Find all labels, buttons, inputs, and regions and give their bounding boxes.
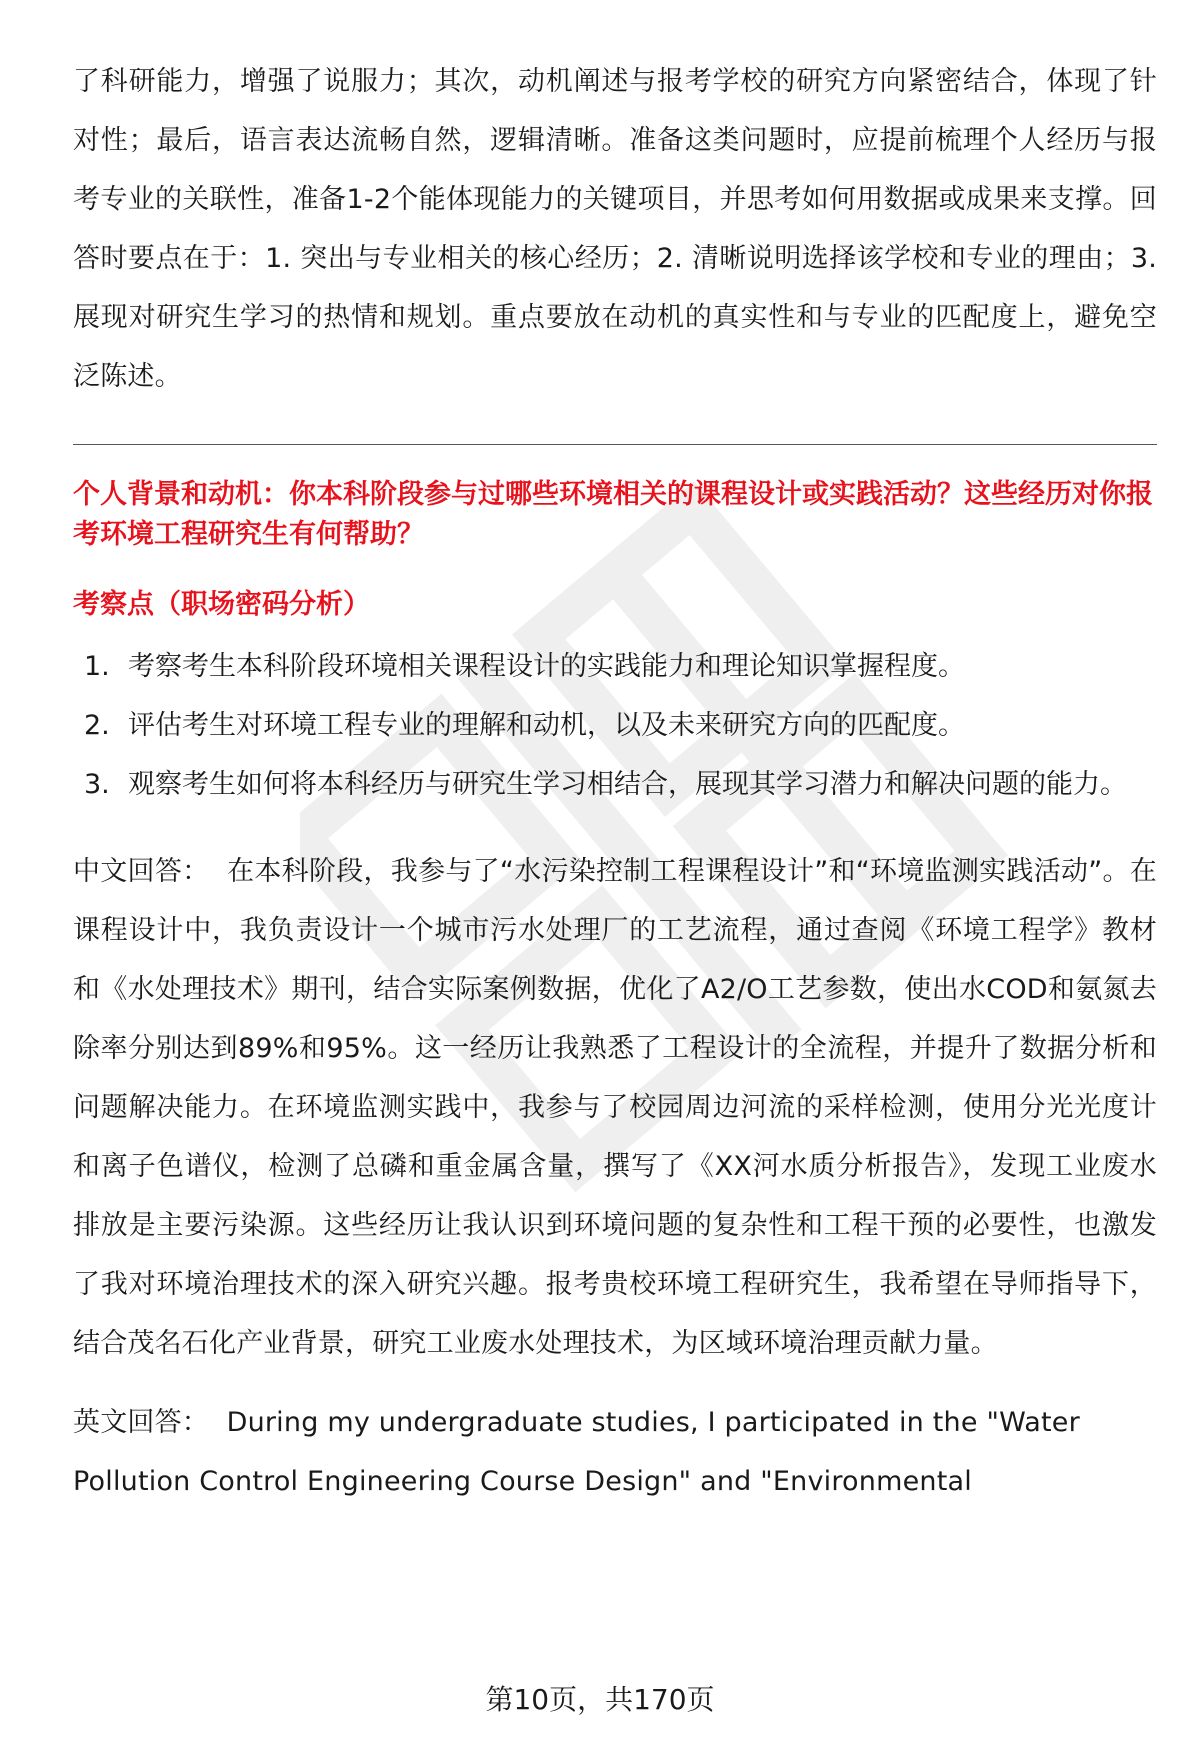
points-heading: 考察点（职场密码分析）: [73, 589, 370, 620]
chinese-answer-label: 中文回答：: [73, 856, 210, 887]
list-item: [73, 696, 1157, 755]
list-item-text: 观察考生如何将本科经历与研究生学习相结合，展现其学习潜力和解决问题的能力。: [128, 769, 1127, 800]
list-item-number: 1.: [84, 651, 110, 682]
main-content: [73, 52, 1157, 1511]
list-item-number: 2.: [84, 710, 110, 741]
question-heading: 个人背景和动机：你本科阶段参与过哪些环境相关的课程设计或实践活动？这些经历对你报考环境工程研究生有何帮助？: [73, 479, 1153, 550]
chinese-answer-text: 在本科阶段，我参与了“水污染控制工程课程设计”和“环境监测实践活动”。在课程设计中，我负责设计一个城市污水处理厂的工艺流程，通过查阅《环境工程学》教材和《水处理技术》期刊，结合实际案例数据，优化了A2/O工艺参数，使出水COD和氨氮去除率分别达到89%和95%。这一经历让我熟悉了工程设计的全流程，并提升了数据分析和问题解决能力。在环境监测实践中，我参与了校园周边河流的采样检测，使用分光光度计和离子色谱仪，检测了总磷和重金属含量，撰写了《XX河水质分析报告》，发现工业废水排放是主要污染源。这些经历让我认识到环境问题的复杂性和工程干预的必要性，也激发了我对环境治理技术的深入研究兴趣。报考贵校环境工程研究生，我希望在导师指导下，结合茂名石化产业背景，研究工业废水处理技术，为区域环境治理贡献力量。: [73, 856, 1157, 1359]
list-item-text: 评估考生对环境工程专业的理解和动机，以及未来研究方向的匹配度。: [128, 710, 965, 741]
section-divider: [73, 444, 1157, 445]
list-item: [73, 755, 1157, 814]
english-answer-label: 英文回答：: [73, 1407, 209, 1438]
list-item-number: 3.: [84, 769, 110, 800]
points-list: [73, 637, 1157, 814]
page-number-footer: 第10页，共170页: [485, 1683, 715, 1716]
chinese-answer: [73, 842, 1157, 1373]
english-answer: [73, 1393, 1157, 1511]
list-item-text: 考察考生本科阶段环境相关课程设计的实践能力和理论知识掌握程度。: [128, 651, 965, 682]
list-item: [73, 637, 1157, 696]
intro-paragraph: 了科研能力，增强了说服力；其次，动机阐述与报考学校的研究方向紧密结合，体现了针对性；最后，语言表达流畅自然，逻辑清晰。准备这类问题时，应提前梳理个人经历与报考专业的关联性，准备1-2个能体现能力的关键项目，并思考如何用数据或成果来支撑。回答时要点在于：1. 突出与专业相关的核心经历；2. 清晰说明选择该学校和专业的理由；3. 展现对研究生学习的热情和规划。重点要放在动机的真实性和与专业的匹配度上，避免空泛陈述。: [73, 66, 1157, 392]
english-answer-text: During my undergraduate studies, I participated in the "Water Pollution Control Engineering Course Design" and "Environmental: [73, 1407, 1080, 1497]
